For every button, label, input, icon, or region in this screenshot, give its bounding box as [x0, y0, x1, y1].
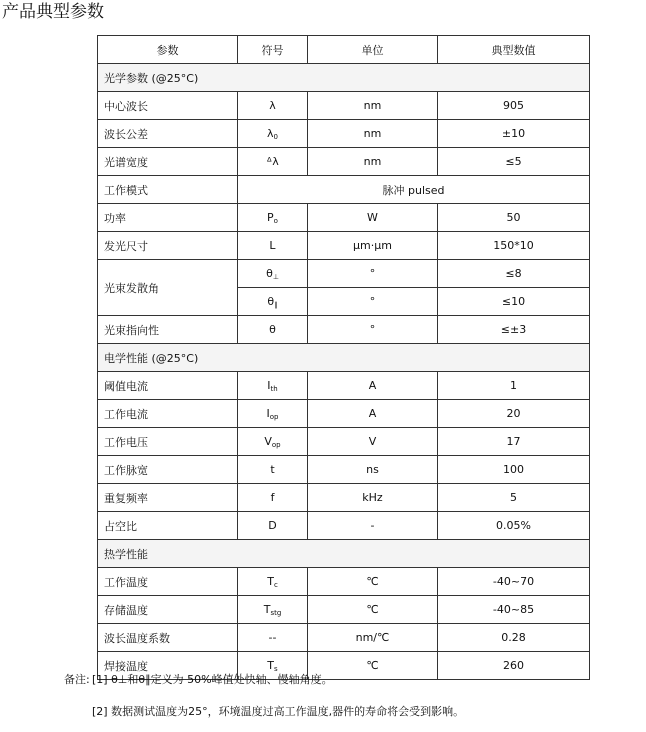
- param-value: 905: [438, 92, 590, 120]
- param-symbol: $\theta_\parallel$: [238, 288, 308, 316]
- param-value: ≤±3: [438, 316, 590, 344]
- param-symbol: $T_{stg}$: [238, 596, 308, 624]
- notes-indent: [64, 704, 92, 720]
- param-unit: °: [308, 288, 438, 316]
- table-row: [98, 232, 590, 260]
- param-name: 焊接温度: [98, 652, 238, 680]
- table-row: [98, 92, 590, 120]
- param-symbol: D: [238, 512, 308, 540]
- param-value: 150*10: [438, 232, 590, 260]
- param-name: 重复频率: [98, 484, 238, 512]
- param-symbol: $V_{op}$: [238, 428, 308, 456]
- param-name: 存储温度: [98, 596, 238, 624]
- param-name: 阈值电流: [98, 372, 238, 400]
- note-2: [2] 数据测试温度为25°，环境温度过高工作温度,器件的寿命将会受到影响。: [92, 705, 465, 718]
- table-row: [98, 204, 590, 232]
- param-unit: nm: [308, 148, 438, 176]
- param-name: 光谱宽度: [98, 148, 238, 176]
- table-row: [98, 260, 590, 288]
- param-unit: A: [308, 400, 438, 428]
- note-row-2: [64, 704, 464, 720]
- header-typical: 典型数值: [438, 36, 590, 64]
- param-unit: nm: [308, 120, 438, 148]
- param-unit: μm·μm: [308, 232, 438, 260]
- param-value: 50: [438, 204, 590, 232]
- param-value: ≤5: [438, 148, 590, 176]
- param-value: -40~85: [438, 596, 590, 624]
- param-value: 0.28: [438, 624, 590, 652]
- param-name: 占空比: [98, 512, 238, 540]
- param-value: 1: [438, 372, 590, 400]
- table-row: [98, 316, 590, 344]
- note-row-1: [64, 672, 464, 688]
- param-symbol: θ: [238, 316, 308, 344]
- param-symbol: t: [238, 456, 308, 484]
- section-label: 光学参数 (@25°C): [98, 64, 590, 92]
- note-1: [1] θ⊥和θ∥定义为 50%峰值处快轴、慢轴角度。: [92, 673, 333, 686]
- param-name: 光束指向性: [98, 316, 238, 344]
- param-name: 工作脉宽: [98, 456, 238, 484]
- param-unit: nm/℃: [308, 624, 438, 652]
- param-value: ±10: [438, 120, 590, 148]
- param-value: 5: [438, 484, 590, 512]
- section-thermal: [98, 540, 590, 568]
- param-value: 260: [438, 652, 590, 680]
- table-row: [98, 148, 590, 176]
- header-unit: 单位: [308, 36, 438, 64]
- section-optical: [98, 64, 590, 92]
- param-unit: -: [308, 512, 438, 540]
- param-value: 脉冲 pulsed: [238, 176, 590, 204]
- section-label: 电学性能 (@25°C): [98, 344, 590, 372]
- notes: [64, 672, 464, 720]
- table-row: [98, 624, 590, 652]
- param-value: ≤8: [438, 260, 590, 288]
- param-value: 100: [438, 456, 590, 484]
- table-row: [98, 456, 590, 484]
- param-symbol: --: [238, 624, 308, 652]
- notes-label: 备注:: [64, 673, 90, 686]
- param-unit: ns: [308, 456, 438, 484]
- table-row: [98, 400, 590, 428]
- table-row: [98, 512, 590, 540]
- param-symbol: ᐞλ: [238, 148, 308, 176]
- param-symbol: $I_{op}$: [238, 400, 308, 428]
- param-symbol: $T_s$: [238, 652, 308, 680]
- param-value: 20: [438, 400, 590, 428]
- table-row: [98, 176, 590, 204]
- param-unit: °: [308, 316, 438, 344]
- param-name: 工作电流: [98, 400, 238, 428]
- param-unit: °: [308, 260, 438, 288]
- section-label: 热学性能: [98, 540, 590, 568]
- param-name: 波长公差: [98, 120, 238, 148]
- table-header-row: [98, 36, 590, 64]
- param-unit: nm: [308, 92, 438, 120]
- param-unit: ℃: [308, 596, 438, 624]
- param-symbol: λ: [238, 92, 308, 120]
- param-unit: A: [308, 372, 438, 400]
- table-row: [98, 120, 590, 148]
- section-electrical: [98, 344, 590, 372]
- param-symbol: L: [238, 232, 308, 260]
- header-param: 参数: [98, 36, 238, 64]
- param-value: -40~70: [438, 568, 590, 596]
- param-name: 工作电压: [98, 428, 238, 456]
- param-name: 工作温度: [98, 568, 238, 596]
- parameter-table: [97, 35, 590, 680]
- param-unit: kHz: [308, 484, 438, 512]
- param-name: 光束发散角: [98, 260, 238, 316]
- param-value: 0.05%: [438, 512, 590, 540]
- param-name: 中心波长: [98, 92, 238, 120]
- table-row: [98, 428, 590, 456]
- param-symbol: f: [238, 484, 308, 512]
- param-unit: ℃: [308, 652, 438, 680]
- param-unit: W: [308, 204, 438, 232]
- param-value: 17: [438, 428, 590, 456]
- table-row: [98, 372, 590, 400]
- param-unit: V: [308, 428, 438, 456]
- header-symbol: 符号: [238, 36, 308, 64]
- param-name: 发光尺寸: [98, 232, 238, 260]
- page-title: 产品典型参数: [2, 2, 104, 22]
- param-unit: ℃: [308, 568, 438, 596]
- param-name: 工作模式: [98, 176, 238, 204]
- param-value: ≤10: [438, 288, 590, 316]
- param-symbol: $\theta_\perp$: [238, 260, 308, 288]
- param-name: 功率: [98, 204, 238, 232]
- param-symbol: $\lambda_0$: [238, 120, 308, 148]
- table-row: [98, 568, 590, 596]
- param-symbol: $P_o$: [238, 204, 308, 232]
- table-row: [98, 596, 590, 624]
- param-name: 波长温度系数: [98, 624, 238, 652]
- param-symbol: $I_{th}$: [238, 372, 308, 400]
- param-symbol: $T_c$: [238, 568, 308, 596]
- table-row: [98, 484, 590, 512]
